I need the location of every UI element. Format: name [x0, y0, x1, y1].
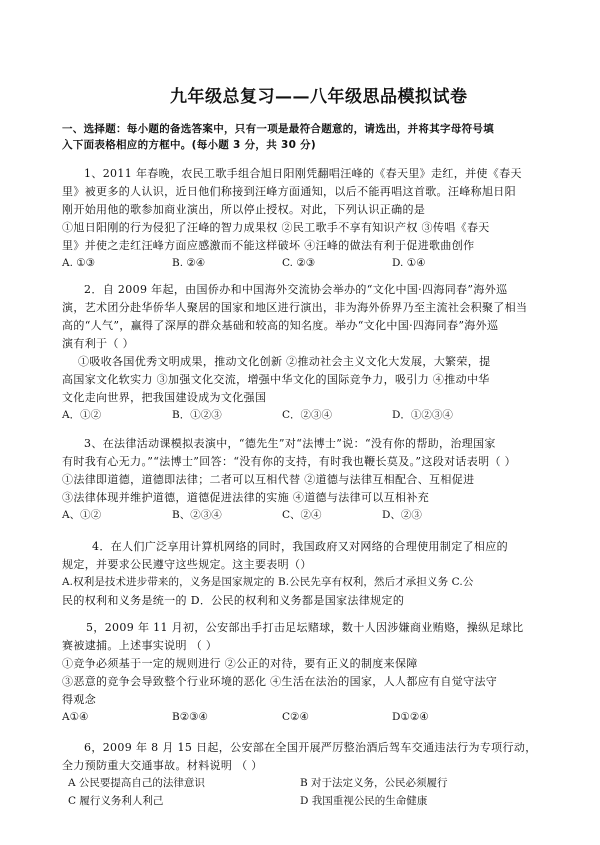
question-5-line: ③恶意的竞争会导致整个行业环境的恶化 ④生活在法治的国家，人人都应有自觉守法守 [62, 675, 498, 688]
question-1-option-b[interactable]: B. ②④ [172, 257, 206, 269]
question-2-line: 2．自 2009 年起，由国侨办和中国海外交流协会举办的“文化中国·四海同春”海外巡 [84, 283, 508, 296]
question-5-option-c[interactable]: C②④ [282, 711, 309, 723]
question-2-option-c[interactable]: C．②③④ [282, 409, 333, 421]
question-6-option-c[interactable]: C 履行义务利人利己 [68, 795, 164, 807]
question-3-line: ③法律体现并维护道德，道德促进法律的实施 ④道德与法律可以互相补充 [62, 491, 430, 504]
question-3-option-b[interactable]: B、②③④ [172, 509, 222, 521]
question-1-option-c[interactable]: C. ②③ [282, 257, 316, 269]
question-6-option-d[interactable]: D 我国重视公民的生命健康 [300, 795, 428, 807]
question-6-line: 全力预防重大交通事故。材料说明 （ ） [62, 759, 263, 772]
question-1-line: 刚开始用他的歌参加商业演出，所以停止授权。对此，下列认识正确的是 [62, 203, 426, 216]
question-6-option-a[interactable]: A 公民要提高自己的法律意识 [68, 777, 205, 789]
question-4-line: A.权利是技术进步带来的，义务是国家规定的 B.公民先享有权利，然后才承担义务 C.公 [62, 576, 474, 588]
question-1-line: ①旭日阳刚的行为侵犯了汪峰的智力成果权 ②民工歌手不享有知识产权 ③传唱《春天 [62, 221, 490, 234]
question-3-line: 3、在法律活动课模拟表演中，“德先生”对“法博士”说：“没有你的帮助，治理国家 [84, 437, 496, 450]
question-5-option-a[interactable]: A①④ [62, 711, 89, 723]
question-2-line: 文化走向世界，把我国建设成为文化强国 [62, 391, 267, 404]
question-3-option-a[interactable]: A、①② [62, 509, 102, 521]
question-2-line: 高国家文化软实力 ③加强文化交流，增强中华文化的国际竞争力，吸引力 ④推动中华 [62, 373, 490, 386]
question-2-line: 演有利于（ ） [62, 337, 134, 350]
question-2-option-b[interactable]: B．①②③ [172, 409, 222, 421]
question-2-option-a[interactable]: A．①② [62, 409, 102, 421]
question-5-line: ①竞争必须基于一定的规则进行 ②公正的对待，要有正义的制度来保障 [62, 657, 418, 670]
question-5-line: 得观念 [62, 693, 97, 706]
page-title: 九年级总复习——八年级思品模拟试卷 [170, 87, 468, 107]
question-2-line: 演，艺术团分赴华侨华人聚居的国家和地区进行演出，非为海外侨界乃至主流社会积聚了相当 [62, 301, 528, 314]
section-heading-line-1: 一、选择题：每小题的备选答案中，只有一项是最符合题意的，请选出，并将其字母符号填 [62, 123, 494, 135]
question-3-line: ①法律即道德，道德即法律；二者可以互相代替 ②道德与法律互相配合、互相促进 [62, 473, 475, 486]
question-4-line: 4．在人们广泛享用计算机网络的同时，我国政府又对网络的合理使用制定了相应的 [92, 540, 508, 553]
question-2-line: 高的“人气”，赢得了深厚的群众基础和较高的知名度。举办“文化中国·四海同春”海外巡 [62, 319, 499, 332]
question-2-line: ①吸收各国优秀文明成果，推动文化创新 ②推动社会主义文化大发展，大繁荣，提 [78, 355, 491, 368]
question-2-option-d[interactable]: D．①②③④ [392, 409, 453, 421]
section-heading-line-2: 入下面表格相应的方框中。(每小题 3 分，共 30 分) [62, 139, 317, 151]
question-5-line: 赛被逮捕。上述事实说明 （ ） [62, 639, 218, 652]
question-1-line: 里》被更多的人认识，近日他们称接到汪峰方面通知，以后不能再唱这首歌。汪峰称旭日阳 [62, 185, 516, 198]
question-5-line: 5，2009 年 11 月初，公安部出手打击足坛赌球，数十人因涉嫌商业贿赂，操纵足球比 [86, 621, 524, 634]
question-3-line: 有时我有心无力。”“法博士”回答：“没有你的支持，有时我也鞭长莫及。”这段对话表明（ ） [62, 455, 517, 468]
question-4-line: 民的权利和义务是统一的 D．公民的权利和义务都是国家法律规定的 [62, 594, 405, 607]
question-3-option-d[interactable]: D、②③ [382, 509, 422, 521]
question-1-option-d[interactable]: D. ①④ [392, 257, 426, 269]
question-6-option-b[interactable]: B 对于法定义务，公民必须履行 [300, 777, 448, 789]
question-3-option-c[interactable]: C、②④ [282, 509, 322, 521]
question-1-option-a[interactable]: A. ①③ [62, 257, 96, 269]
question-5-option-b[interactable]: B②③④ [172, 711, 208, 723]
question-1-line: 里》并使之走红汪峰方面应感激而不能这样破坏 ④汪峰的做法有利于促进歌曲创作 [62, 239, 475, 252]
question-1-line: 1、2011 年春晚，农民工歌手组合旭日阳刚凭翻唱汪峰的《春天里》走红，并使《春天 [84, 167, 522, 180]
question-5-option-d[interactable]: D①②④ [392, 711, 429, 723]
question-4-line: 规定，并要求公民遵守这些规定。这主要表明（） [62, 558, 312, 571]
question-6-line: 6，2009 年 8 月 15 日起，公安部在全国开展严厉整治酒后驾车交通违法行为专项行动， [84, 741, 537, 754]
